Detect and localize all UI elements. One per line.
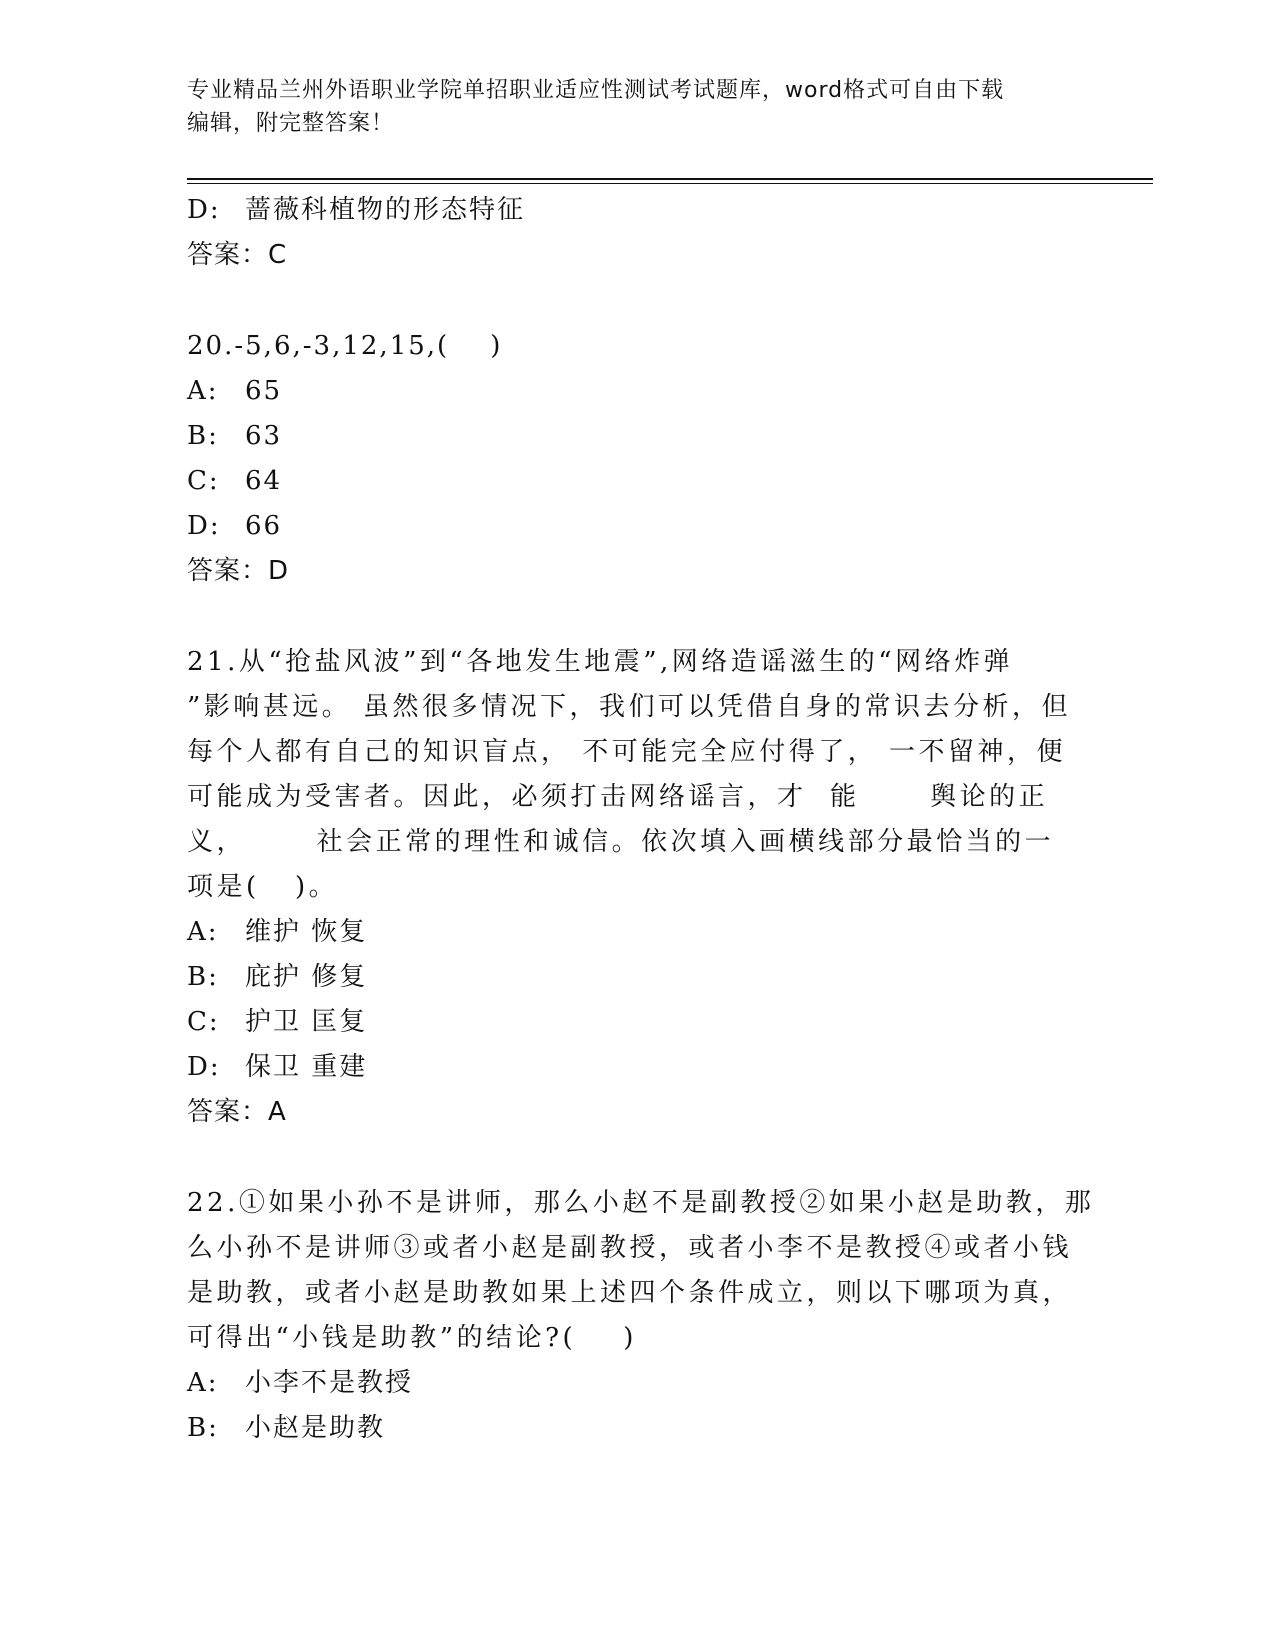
q21-answer: 答案：A xyxy=(187,1097,287,1127)
header-divider-thin xyxy=(187,183,1153,184)
q21-stem-line: 21.从“抢盐风波”到“各地发生地震”,网络造谣滋生的“网络炸弹 xyxy=(187,647,1014,677)
option-key: B: xyxy=(187,1413,219,1443)
q22-stem-line: 可得出“小钱是助教”的结论?( ) xyxy=(187,1323,637,1353)
option-key: A: xyxy=(187,917,219,947)
spacer xyxy=(187,1135,1087,1181)
q20-answer: 答案：D xyxy=(187,556,290,586)
q19-answer: 答案：C xyxy=(187,240,288,270)
q21-stem-line: ”影响甚远。 虽然很多情况下，我们可以凭借自身的常识去分析，但 xyxy=(187,692,1072,722)
option-key: D: xyxy=(187,1052,221,1082)
q20-option-b xyxy=(187,414,1087,459)
option-key: A: xyxy=(187,376,219,406)
option-text: 65 xyxy=(245,376,283,406)
option-key: C: xyxy=(187,1007,220,1037)
q20-option-d xyxy=(187,504,1087,549)
q21-stem-line: 义， 社会正常的理性和诚信。依次填入画横线部分最恰当的一 xyxy=(187,827,1055,857)
q19-option-d xyxy=(187,188,1087,233)
option-text: 维护 恢复 xyxy=(245,917,368,947)
option-text: 保卫 重建 xyxy=(245,1052,368,1082)
option-text: 64 xyxy=(245,466,283,496)
q22-option-b xyxy=(187,1406,1087,1451)
q21-option-d xyxy=(187,1045,1087,1090)
q20-stem: 20.-5,6,-3,12,15,( ) xyxy=(187,331,503,361)
option-text: 小李不是教授 xyxy=(245,1368,414,1398)
option-key: B: xyxy=(187,962,219,992)
header-divider-thick xyxy=(187,178,1153,180)
q21-stem-line: 可能成为受害者。因此，必须打击网络谣言，才 能 舆论的正 xyxy=(187,782,1049,812)
option-text: 66 xyxy=(245,511,283,541)
q21-option-b xyxy=(187,955,1087,1000)
q21-stem-line: 每个人都有自己的知识盲点， 不可能完全应付得了， 一不留神，便 xyxy=(187,737,1067,767)
spacer xyxy=(187,594,1087,640)
option-key: B: xyxy=(187,421,219,451)
header-line-1: 专业精品兰州外语职业学院单招职业适应性测试考试题库，word格式可自由下载 xyxy=(187,78,1005,103)
spacer xyxy=(187,278,1087,324)
question-content xyxy=(187,188,1095,1451)
page-header xyxy=(187,74,1067,140)
option-key: A: xyxy=(187,1368,219,1398)
q21-option-a xyxy=(187,910,1087,955)
option-text: 63 xyxy=(245,421,283,451)
q21-stem-line: 项是( )。 xyxy=(187,872,339,902)
option-key: D: xyxy=(187,511,221,541)
q22-stem-line: 是助教，或者小赵是助教如果上述四个条件成立，则以下哪项为真， xyxy=(187,1278,1073,1308)
option-key: D: xyxy=(187,195,221,225)
option-text: 小赵是助教 xyxy=(245,1413,386,1443)
q22-option-a xyxy=(187,1361,1087,1406)
q20-option-c xyxy=(187,459,1087,504)
q22-stem-line: 22.①如果小孙不是讲师，那么小赵不是副教授②如果小赵是助教，那 xyxy=(187,1188,1095,1218)
option-key: C: xyxy=(187,466,220,496)
q21-option-c xyxy=(187,1000,1087,1045)
q20-option-a xyxy=(187,369,1087,414)
option-text: 蔷薇科植物的形态特征 xyxy=(245,195,526,225)
option-text: 护卫 匡复 xyxy=(245,1007,368,1037)
header-line-2: 编辑，附完整答案！ xyxy=(187,111,395,136)
q22-stem-line: 么小孙不是讲师③或者小赵是副教授，或者小李不是教授④或者小钱 xyxy=(187,1233,1073,1263)
option-text: 庇护 修复 xyxy=(245,962,368,992)
